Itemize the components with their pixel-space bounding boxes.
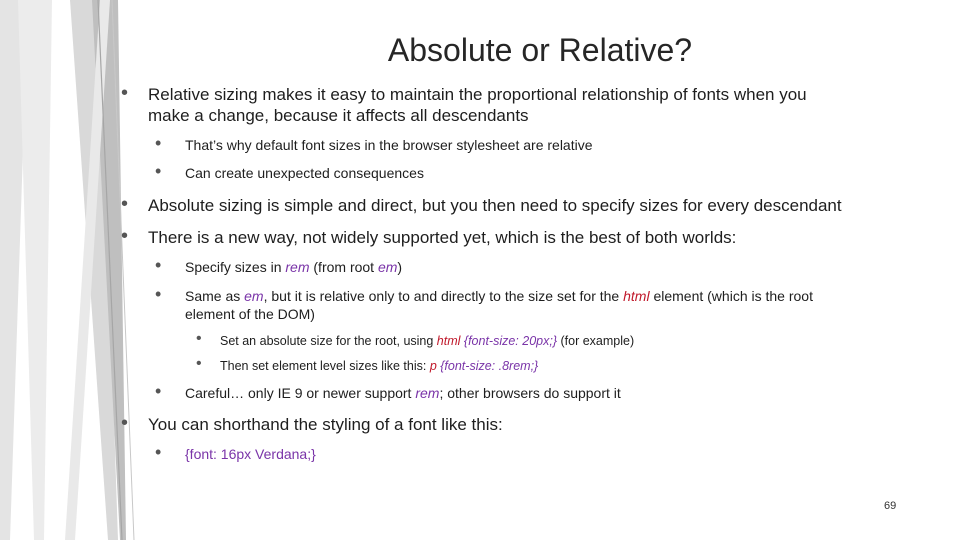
code-snippet: {font-size: .8rem;}	[436, 359, 539, 373]
code-snippet: {font-size: 20px;}	[460, 334, 558, 348]
bullet-dot: •	[155, 381, 162, 401]
bullet-text-line: make a change, because it affects all descendants	[148, 106, 529, 125]
bullet-default-font-sizes	[155, 133, 593, 154]
slide-title: Absolute or Relative?	[387, 32, 693, 68]
bullet-absolute-sizing	[121, 193, 842, 216]
bullet-text: Absolute sizing is simple and direct, but you then need to specify sizes for every descendant	[148, 196, 842, 215]
bullet-text: element (which is the root	[649, 288, 813, 304]
bullet-text: (for example)	[557, 334, 635, 348]
bullet-text: There is a new way, not widely supported yet, which is the best of both worlds:	[148, 228, 737, 247]
bullet-relative-sizing	[121, 82, 807, 126]
html-keyword: html	[623, 288, 650, 304]
rem-keyword: rem	[415, 385, 440, 401]
bullet-dot: •	[121, 225, 129, 247]
bullet-careful-ie9	[155, 381, 621, 402]
bullet-text: Set an absolute size for the root, using	[220, 334, 437, 348]
bullet-shorthand	[121, 412, 503, 435]
bullet-text: ; other browsers do support it	[439, 385, 621, 401]
em-keyword: em	[244, 288, 264, 304]
bullet-text: Can create unexpected consequences	[185, 165, 424, 181]
bullet-dot: •	[155, 442, 162, 462]
bullet-dot: •	[121, 412, 129, 434]
bullet-dot: •	[196, 330, 202, 347]
bullet-text: )	[397, 259, 403, 275]
side-decoration	[0, 0, 135, 540]
bullet-dot: •	[121, 82, 129, 104]
page-number: 69	[884, 500, 897, 512]
bullet-text: Specify sizes in	[185, 259, 286, 275]
bullet-text: , but it is relative only to and directly to the size set for the	[263, 288, 624, 304]
bullet-dot: •	[196, 355, 202, 372]
rem-keyword: rem	[285, 259, 310, 275]
bullet-dot: •	[121, 193, 129, 215]
bullet-text: You can shorthand the styling of a font like this:	[148, 415, 503, 434]
bullet-text-line: element of the DOM)	[185, 306, 315, 322]
bullet-text: That’s why default font sizes in the browser stylesheet are relative	[185, 137, 593, 153]
bullet-text-line: Relative sizing makes it easy to maintain the proportional relationship of fonts when you	[148, 85, 807, 104]
bullet-new-way	[121, 225, 737, 248]
bullet-unexpected-consequences	[155, 161, 424, 182]
bullet-text: Same as	[185, 288, 245, 304]
bullet-dot: •	[155, 255, 162, 275]
em-keyword: em	[377, 259, 398, 275]
bullet-dot: •	[155, 133, 162, 153]
bullet-element-level-sizes	[196, 355, 539, 374]
bullet-dot: •	[155, 161, 162, 181]
code-snippet: {font: 16px Verdana;}	[185, 446, 316, 462]
bullet-set-root-size	[196, 330, 635, 349]
bullet-specify-rem	[155, 255, 403, 276]
bullet-text: (from root	[309, 259, 378, 275]
bullet-text: Then set element level sizes like this:	[220, 359, 430, 373]
bullet-same-as-em	[155, 284, 813, 323]
bullet-font-shorthand-example	[155, 442, 316, 463]
bullet-text: Careful… only IE 9 or newer support	[185, 385, 416, 401]
bullet-dot: •	[155, 284, 162, 304]
html-keyword: html	[436, 334, 461, 348]
p-keyword: p	[429, 359, 437, 373]
